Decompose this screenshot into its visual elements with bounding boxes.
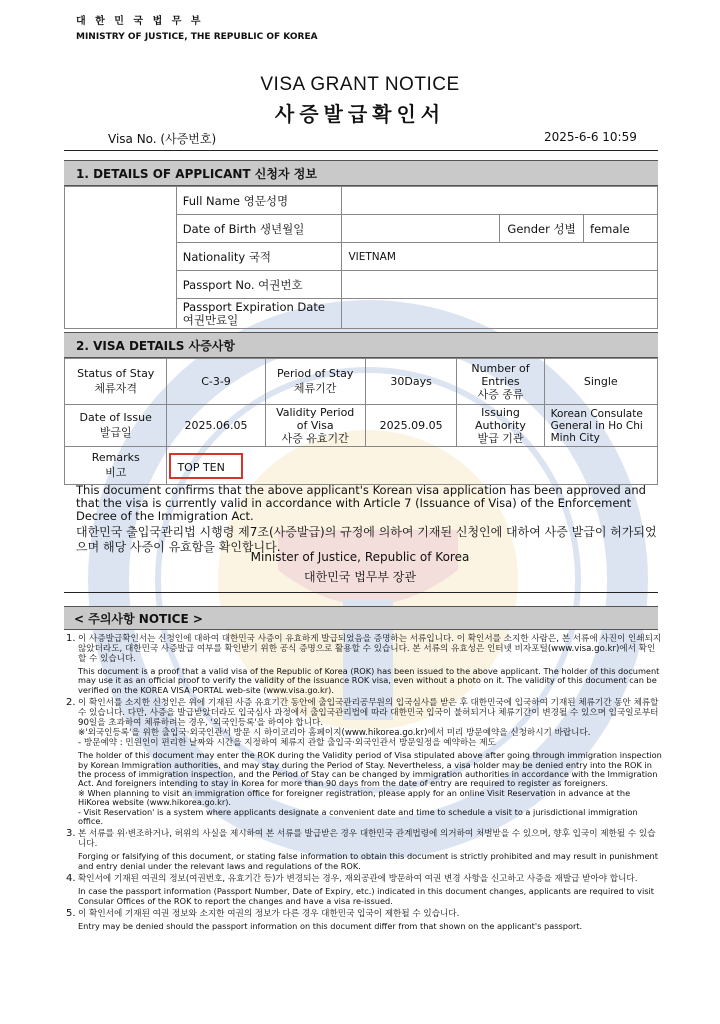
notice-korean: 이 확인서에 기재된 여권 정보와 소지한 여권의 정보가 다른 경우 대한민국 입국이 제한될 수 있습니다. (78, 909, 460, 920)
validity-period-label-ko: 사증 유효기간 (281, 432, 349, 445)
ministry-header (76, 12, 318, 42)
period-of-stay-value: 30Days (365, 359, 457, 405)
title-korean: 사증발급확인서 (274, 102, 446, 126)
notice-english: This document is a proof that a valid visa of the Republic of Korea (ROK) has been issued to the above applicant. The holder of this document may use it as an official proof to verify the validity of the issuance ROK visa, even without a photo on it. The validity of this document can be verified on the KOREA VISA PORTAL web-site (www.visa.go.kr). (78, 666, 660, 695)
notice-english: In case the passport information (Passport Number, Date of Expiry, etc.) indicated in this document changes, applicants are required to visit Consular Offices of the ROK to report the changes and have a visa re-issued. (78, 886, 654, 906)
visa-section-heading: 2. VISA DETAILS 사증사항 (64, 332, 658, 358)
dob-label: Date of Birth 생년월일 (176, 215, 342, 243)
passport-expiration-label (176, 299, 342, 329)
notice-korean-note: ※'외국인등록'을 위한 출입국·외국인관서 방문 시 하이코리아 홈페이지(www.hikorea.go.kr)에서 미리 방문예약을 신청하시기 바랍니다. (78, 728, 591, 739)
nationality-label: Nationality 국적 (176, 243, 342, 271)
notice-number: 5. (66, 908, 76, 920)
status-of-stay-label (65, 359, 167, 405)
confirmation-divider (64, 592, 658, 593)
remarks-cell (167, 447, 658, 485)
date-of-issue-label-ko: 발급일 (99, 426, 132, 439)
notice-number: 3. (66, 828, 76, 840)
notice-heading: < 주의사항 NOTICE > (64, 606, 658, 630)
remarks-value: TOP TEN (169, 453, 243, 479)
notice-list (66, 634, 662, 935)
issuing-authority-label-ko: 발급 기관 (477, 432, 524, 445)
title-english: VISA GRANT NOTICE (260, 74, 460, 95)
notice-item (66, 634, 662, 695)
confirmation-korean: 대한민국 출입국관리법 시행령 제7조(사증발급)의 규정에 의하여 기재된 신청인에 대하여 사증 발급이 허가되었으며 해당 사증이 유효함을 확인합니다. (76, 525, 657, 554)
notice-korean: 이 확인서를 소지한 신청인은 위에 기재된 사증 유효기간 동안에 출입국관리공무원의 입국심사를 받은 후 대한민국에 입국하여 기재된 체류기간 동안 체류할 수 있습니다. 다만, 사증을 발급받았더라도 입국심사 과정에서 출입국관리법에 따라 대한민국 입국이 불허되거나 체류기간이 변경될 수 있으며 입국일로부터 90일을 초과하여 체류하려는 경우, '외국인등록'을 하여야 합니다. (78, 698, 659, 729)
notice-item (66, 874, 662, 906)
status-of-stay-label-ko: 체류자격 (94, 382, 137, 395)
applicant-table (64, 186, 658, 329)
visa-number-label: Visa No. (사증번호) (108, 132, 217, 146)
remarks-label-ko: 비고 (105, 466, 127, 479)
validity-period-value: 2025.09.05 (365, 405, 457, 447)
number-of-entries-value: Single (544, 359, 657, 405)
header-divider (64, 150, 658, 151)
number-of-entries-label (457, 359, 544, 405)
remarks-label-en: Remarks (91, 451, 140, 464)
notice-number: 1. (66, 633, 76, 644)
passport-number-label: Passport No. 여권번호 (176, 271, 342, 299)
confirmation-english: This document confirms that the above applicant's Korean visa application has been approved and that the visa is currently valid in accordance with Article 7 (Issuance of Visa) of the Enforcement Decree of the Immigration Act. (76, 483, 646, 523)
notice-korean: 확인서에 기재된 여권의 정보(여권번호, 유효기간 등)가 변경되는 경우, 재외공관에 방문하여 여권 변경 사항을 신고하고 사증을 재발급 받아야 합니다. (78, 874, 638, 885)
notice-english: Forging or falsifying of this document, or stating false information to obtain this document is strictly prohibited and may result in punishment and entry denial under the relevant laws and regulations of the ROK. (78, 851, 658, 871)
notice-number: 2. (66, 697, 76, 709)
date-of-issue-label-en: Date of Issue (79, 411, 152, 424)
ministry-korean: 대 한 민 국 법 무 부 (76, 16, 204, 27)
gender-value: female (584, 215, 658, 243)
notice-korean: 이 사증발급확인서는 신청인에 대하여 대한민국 사증이 유효하게 발급되었음을 증명하는 서류입니다. 이 확인서를 소지한 사람은, 본 서류에 사진이 인쇄되지 않았더라도, 대한민국 사증발급 여부를 확인받기 위한 공식 증명으로 활용할 수 있습니다. 본 서류의 유효성은 인터넷 비자포털(www.visa.go.kr)에서 확인할 수 있습니다. (78, 634, 662, 664)
applicant-photo-area (65, 187, 177, 329)
issued-datetime: 2025-6-6 10:59 (544, 130, 637, 144)
passport-expiration-value (342, 299, 658, 329)
gender-label: Gender 성별 (500, 215, 584, 243)
issuing-authority-label-en: Issuing Authority (475, 406, 526, 432)
notice-item (66, 829, 662, 871)
period-of-stay-label (265, 359, 365, 405)
notice-item (66, 698, 662, 826)
notice-english: Entry may be denied should the passport information on this document differ from that shown on the applicant's passport. (78, 921, 583, 932)
number-of-entries-label-en: Number of Entries (471, 362, 530, 388)
ministry-english: MINISTRY OF JUSTICE, THE REPUBLIC OF KOREA (76, 32, 318, 42)
notice-english-subnote: - Visit Reservation' is a system where applicants designate a convenient date and time to schedule a visit to a jurisdictional immigration office. (78, 806, 638, 827)
date-of-issue-value: 2025.06.05 (167, 405, 265, 447)
visa-details-table (64, 358, 658, 485)
signer-english: Minister of Justice, Republic of Korea (250, 550, 470, 564)
validity-period-label (265, 405, 365, 447)
status-of-stay-value: C-3-9 (167, 359, 265, 405)
passport-expiration-label-en: Passport Expiration Date (182, 299, 325, 314)
validity-period-label-en: Validity Period of Visa (276, 406, 355, 432)
date-of-issue-label (65, 405, 167, 447)
passport-number-value (342, 271, 658, 299)
issuing-authority-label (457, 405, 544, 447)
issuing-authority-value: Korean Consulate General in Ho Chi Minh City (544, 405, 657, 447)
applicant-section-heading: 1. DETAILS OF APPLICANT 신청자 정보 (64, 160, 658, 186)
notice-korean-subnote: - 방문예약 : 민원인이 편리한 날짜와 시간을 지정하여 체류지 관할 출입국·외국인관서 방문일정을 예약하는 제도 (78, 738, 496, 749)
remarks-label (65, 447, 167, 485)
notice-korean: 본 서류를 위·변조하거나, 허위의 사실을 제시하여 본 서류를 발급받은 경우 대한민국 관계법령에 의거하여 처벌받을 수 있으며, 향후 입국이 제한될 수 있습니다. (78, 829, 656, 850)
notice-english-note: ※ When planning to visit an immigration office for foreigner registration, please apply for an online Visit Reservation in advance at the HiKorea website (www.hikorea.go.kr). (78, 787, 631, 808)
dob-value (342, 215, 500, 243)
passport-expiration-label-ko: 여권만료일 (182, 312, 239, 327)
notice-number: 4. (66, 873, 76, 885)
signer-korean: 대한민국 법무부 장관 (304, 570, 416, 584)
status-of-stay-label-en: Status of Stay (77, 367, 155, 380)
number-of-entries-label-ko: 사증 종류 (477, 388, 524, 401)
nationality-value: VIETNAM (342, 243, 658, 271)
period-of-stay-label-ko: 체류기간 (293, 382, 337, 395)
document-title (0, 74, 720, 127)
period-of-stay-label-en: Period of Stay (276, 367, 354, 380)
notice-item (66, 909, 662, 931)
confirmation-statement (76, 484, 658, 555)
full-name-value (342, 187, 658, 215)
notice-english: The holder of this document may enter the ROK during the Validity period of Visa stipulated above after going through immigration inspection by Korean Immigration authorities, and may stay during the Period of Stay. Nevertheless, a visa holder may be denied entry into the ROK in the process of immigration inspection, and the Period of Stay can be changed by immigration authorities in accordance with the Immigration Act. And foreigners intending to stay in Korea for more than 90 days from the date of entry are required to register as foreigners. (78, 750, 662, 789)
full-name-label: Full Name 영문성명 (176, 187, 342, 215)
